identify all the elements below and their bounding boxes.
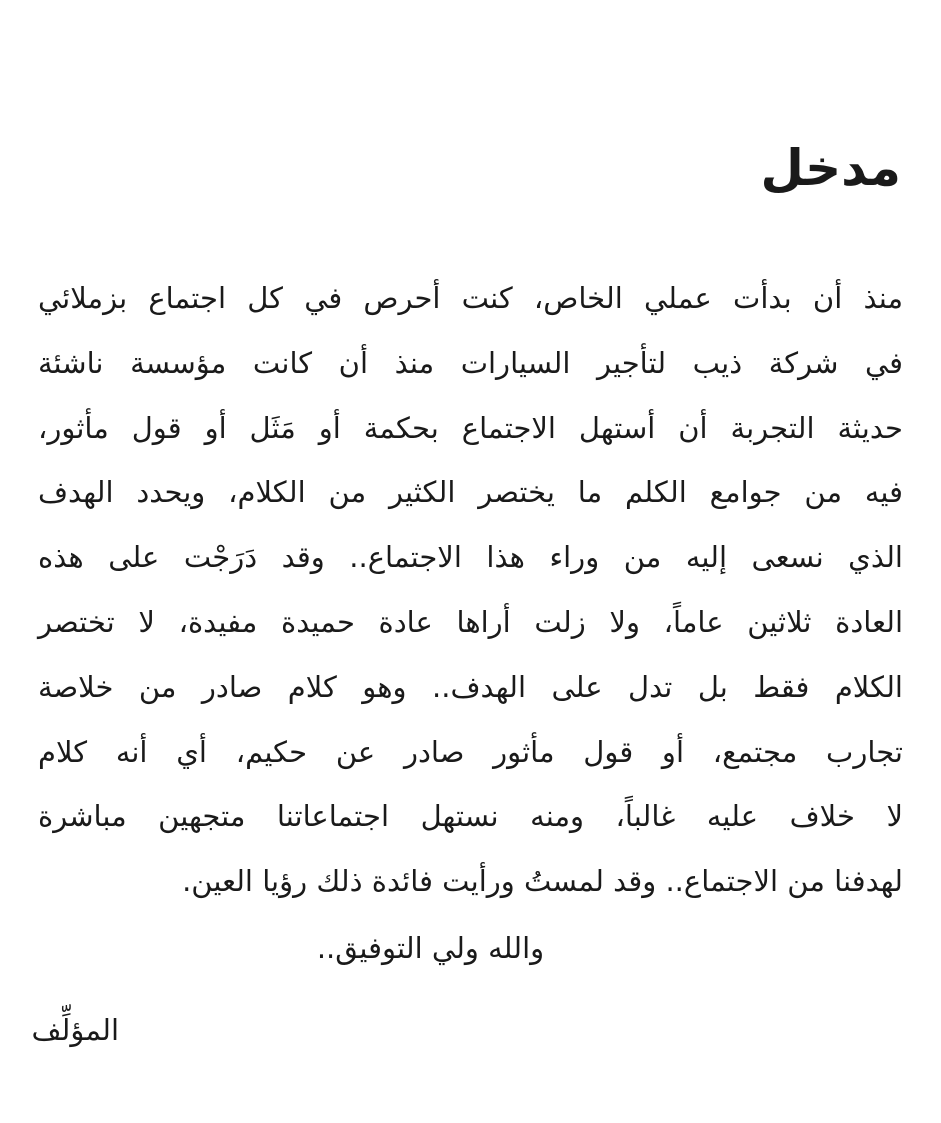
paragraph-line: لا خلاف عليه غالباً، ومنه نستهل اجتماعاتنا متجهين مباشرة	[38, 799, 903, 834]
closing-line: والله ولي التوفيق..	[316, 931, 545, 965]
paragraph-line: العادة ثلاثين عاماً، ولا زلت أراها عادة حميدة مفيدة، لا تختصر	[38, 604, 903, 639]
body-paragraph	[38, 266, 903, 914]
paragraph-line: ﻓﻲ شركة ذيب لتأجير السيارات منذ أن كانت مؤسسة ناشئة	[38, 345, 903, 380]
paragraph-line: الذي نسعى إليه من وراء هذا الاجتماع.. وقد دَرَجْت على هذه	[38, 540, 903, 575]
paragraph-line: فيه من جوامع الكلم ما يختصر الكثير من الكلام، ويحدد الهدف	[38, 475, 903, 510]
page-title: مدخل	[760, 139, 901, 197]
paragraph-line: لهدفنا من الاجتماع.. وقد لمستُ ورأيت فائدة ذلك رؤيا العين.	[182, 864, 903, 899]
author-signature: المؤلِّف	[31, 1013, 119, 1047]
paragraph-line: حديثة التجربة أن أستهل الاجتماع بحكمة أو مَثَل أو قول مأثور،	[38, 410, 903, 445]
paragraph-line: الكلام فقط بل تدل على الهدف.. وهو كلام صادر من خلاصة	[38, 669, 903, 704]
paragraph-line: تجارب مجتمع، أو قول مأثور صادر عن حكيم، أي أنه كلام	[38, 734, 903, 769]
paragraph-line: منذ أن بدأت عملي الخاص، كنت أحرص ﻓﻲ كل اجتماع بزملائي	[38, 281, 903, 315]
